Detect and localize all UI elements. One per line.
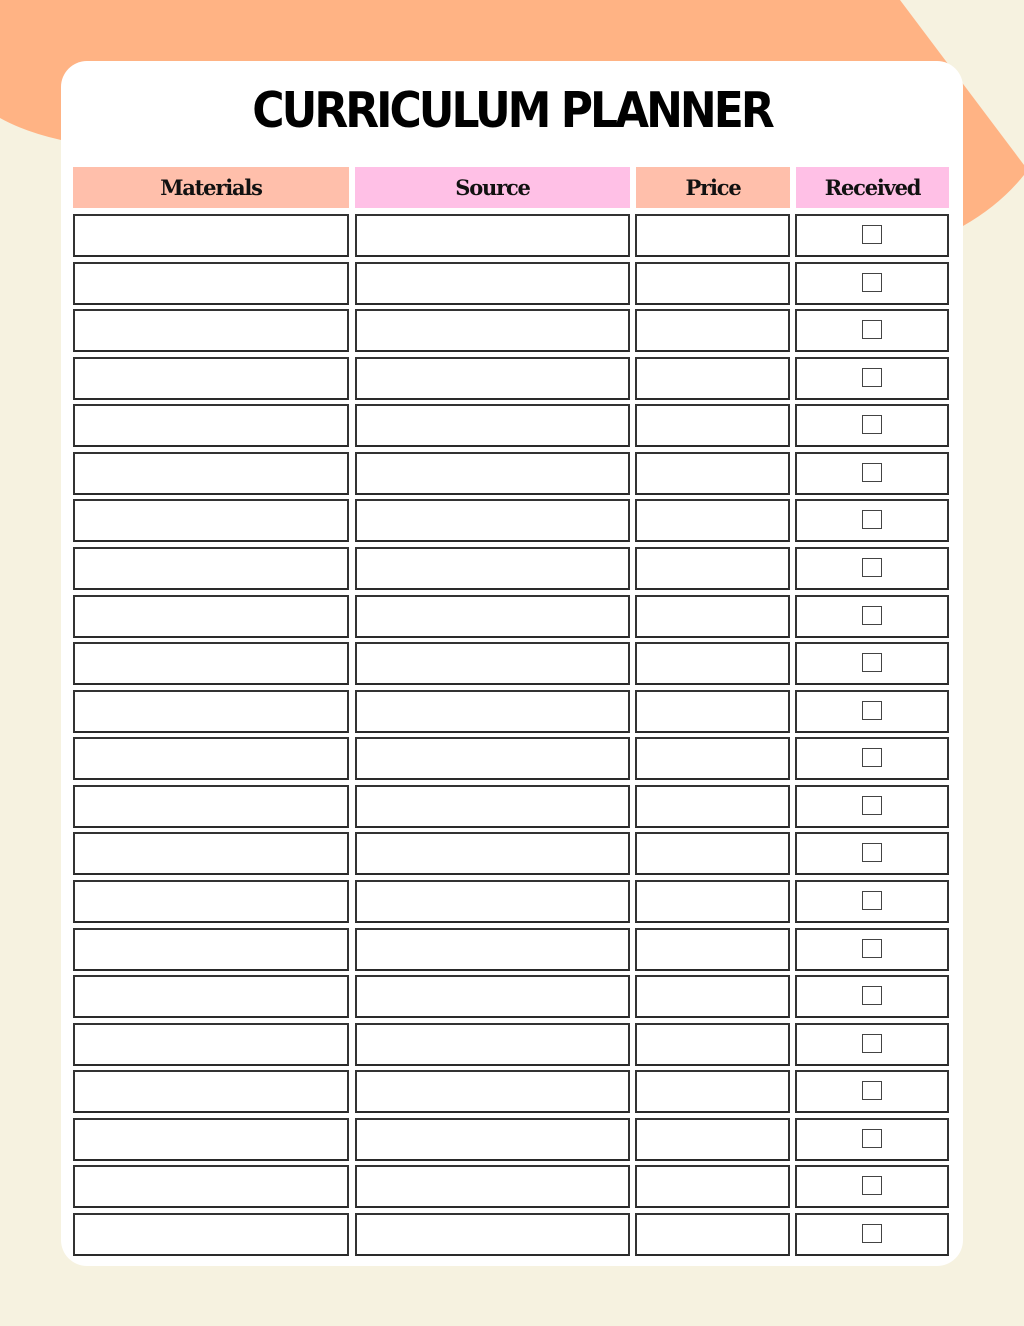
materials-cell[interactable] [73,404,349,447]
materials-cell[interactable] [73,1213,349,1256]
received-cell[interactable] [795,595,949,638]
source-cell[interactable] [355,547,630,590]
source-cell[interactable] [355,785,630,828]
materials-cell[interactable] [73,309,349,352]
received-checkbox[interactable] [862,843,882,862]
received-checkbox[interactable] [862,463,882,482]
received-checkbox[interactable] [862,796,882,815]
table-row [0,404,1024,447]
column-header-received: Received [796,167,949,208]
source-cell[interactable] [355,595,630,638]
price-cell[interactable] [635,1213,790,1256]
materials-cell[interactable] [73,357,349,400]
source-cell[interactable] [355,404,630,447]
price-cell[interactable] [635,880,790,923]
received-checkbox[interactable] [862,939,882,958]
source-cell[interactable] [355,975,630,1018]
source-cell[interactable] [355,642,630,685]
source-cell[interactable] [355,214,630,257]
materials-cell[interactable] [73,975,349,1018]
received-checkbox[interactable] [862,225,882,244]
received-cell[interactable] [795,214,949,257]
materials-cell[interactable] [73,547,349,590]
materials-cell[interactable] [73,214,349,257]
price-cell[interactable] [635,547,790,590]
received-checkbox[interactable] [862,1129,882,1148]
received-cell[interactable] [795,785,949,828]
price-cell[interactable] [635,737,790,780]
table-row [0,1165,1024,1208]
price-cell[interactable] [635,928,790,971]
source-cell[interactable] [355,928,630,971]
materials-cell[interactable] [73,1070,349,1113]
table-row [0,1118,1024,1161]
received-cell[interactable] [795,1213,949,1256]
materials-cell[interactable] [73,452,349,495]
source-cell[interactable] [355,737,630,780]
materials-cell[interactable] [73,928,349,971]
price-cell[interactable] [635,309,790,352]
received-checkbox[interactable] [862,653,882,672]
received-cell[interactable] [795,547,949,590]
table-row [0,499,1024,542]
table-row [0,975,1024,1018]
source-cell[interactable] [355,262,630,305]
received-cell[interactable] [795,499,949,542]
received-cell[interactable] [795,404,949,447]
received-checkbox[interactable] [862,1224,882,1243]
table-row [0,928,1024,971]
source-cell[interactable] [355,1070,630,1113]
materials-cell[interactable] [73,1118,349,1161]
source-cell[interactable] [355,1165,630,1208]
price-cell[interactable] [635,1070,790,1113]
received-checkbox[interactable] [862,748,882,767]
received-cell[interactable] [795,262,949,305]
materials-cell[interactable] [73,499,349,542]
materials-cell[interactable] [73,1023,349,1066]
received-checkbox[interactable] [862,415,882,434]
table-row [0,547,1024,590]
received-checkbox[interactable] [862,368,882,387]
table-row [0,1023,1024,1066]
received-cell[interactable] [795,309,949,352]
price-cell[interactable] [635,262,790,305]
materials-cell[interactable] [73,642,349,685]
page-title: CURRICULUM PLANNER [252,82,772,140]
received-cell[interactable] [795,357,949,400]
price-cell[interactable] [635,595,790,638]
received-checkbox[interactable] [862,273,882,292]
table-row [0,737,1024,780]
materials-cell[interactable] [73,690,349,733]
materials-cell[interactable] [73,785,349,828]
received-checkbox[interactable] [862,558,882,577]
received-cell[interactable] [795,1023,949,1066]
price-cell[interactable] [635,214,790,257]
materials-cell[interactable] [73,262,349,305]
received-checkbox[interactable] [862,606,882,625]
price-cell[interactable] [635,357,790,400]
received-cell[interactable] [795,1070,949,1113]
price-cell[interactable] [635,690,790,733]
source-cell[interactable] [355,357,630,400]
table-row [0,214,1024,257]
received-checkbox[interactable] [862,986,882,1005]
materials-cell[interactable] [73,737,349,780]
received-cell[interactable] [795,928,949,971]
source-cell[interactable] [355,1118,630,1161]
table-row [0,309,1024,352]
table-row [0,452,1024,495]
table-row [0,832,1024,875]
received-cell[interactable] [795,880,949,923]
price-cell[interactable] [635,1165,790,1208]
received-checkbox[interactable] [862,510,882,529]
received-cell[interactable] [795,642,949,685]
received-cell[interactable] [795,737,949,780]
table-row [0,357,1024,400]
received-cell[interactable] [795,1165,949,1208]
received-checkbox[interactable] [862,891,882,910]
materials-cell[interactable] [73,832,349,875]
column-header-price: Price [636,167,790,208]
source-cell[interactable] [355,1213,630,1256]
price-cell[interactable] [635,1118,790,1161]
received-checkbox[interactable] [862,1081,882,1100]
price-cell[interactable] [635,499,790,542]
price-cell[interactable] [635,832,790,875]
received-cell[interactable] [795,690,949,733]
price-cell[interactable] [635,785,790,828]
table-row [0,1213,1024,1256]
received-cell[interactable] [795,452,949,495]
column-header-materials: Materials [73,167,349,208]
received-cell[interactable] [795,1118,949,1161]
source-cell[interactable] [355,499,630,542]
materials-cell[interactable] [73,1165,349,1208]
table-row [0,262,1024,305]
price-cell[interactable] [635,642,790,685]
table-row [0,785,1024,828]
received-cell[interactable] [795,975,949,1018]
table-row [0,690,1024,733]
materials-cell[interactable] [73,595,349,638]
received-checkbox[interactable] [862,1034,882,1053]
materials-cell[interactable] [73,880,349,923]
price-cell[interactable] [635,975,790,1018]
received-checkbox[interactable] [862,320,882,339]
source-cell[interactable] [355,690,630,733]
source-cell[interactable] [355,880,630,923]
source-cell[interactable] [355,832,630,875]
source-cell[interactable] [355,452,630,495]
table-row [0,1070,1024,1113]
table-row [0,880,1024,923]
price-cell[interactable] [635,404,790,447]
column-header-source: Source [355,167,630,208]
table-row [0,642,1024,685]
table-row [0,595,1024,638]
received-checkbox[interactable] [862,1176,882,1195]
source-cell[interactable] [355,1023,630,1066]
price-cell[interactable] [635,1023,790,1066]
source-cell[interactable] [355,309,630,352]
received-cell[interactable] [795,832,949,875]
received-checkbox[interactable] [862,701,882,720]
price-cell[interactable] [635,452,790,495]
